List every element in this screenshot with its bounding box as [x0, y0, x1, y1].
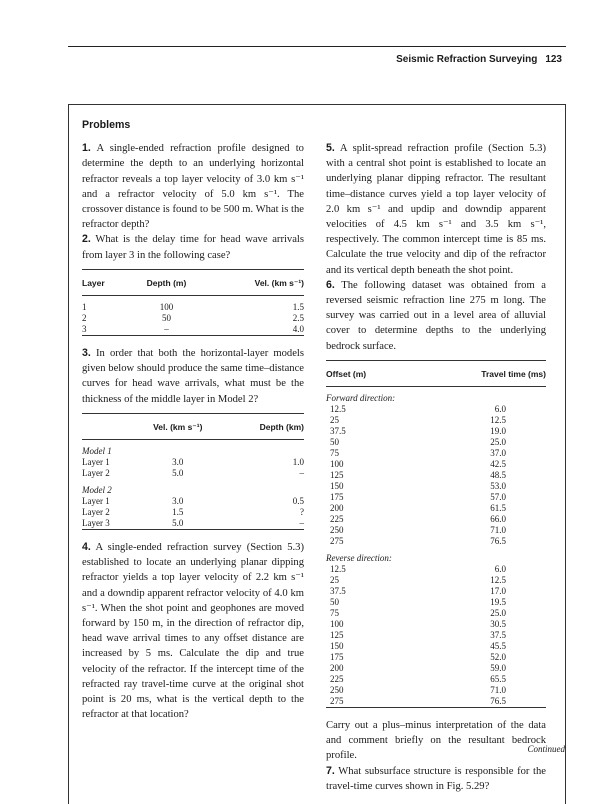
table-row: 12.5 6.0 [330, 404, 506, 415]
travel-time-table [326, 360, 546, 708]
table-row: 175 52.0 [330, 652, 506, 663]
problem-4 [82, 540, 304, 722]
table-row: 250 71.0 [330, 685, 506, 696]
table-row: 37.5 19.0 [330, 426, 506, 437]
table-row: 2 50 2.5 [82, 313, 304, 324]
layer-table-header: Depth (m) [127, 269, 206, 295]
forward-direction-label: Forward direction: [326, 393, 396, 404]
problem-5 [326, 141, 546, 278]
right-column [326, 141, 546, 794]
problem-7-number: 7. [326, 764, 335, 777]
problem-1 [82, 141, 304, 232]
table-row: Layer 1 3.0 1.0 [82, 457, 304, 468]
table-row: 150 53.0 [330, 481, 506, 492]
table-row: Layer 1 3.0 0.5 [82, 496, 304, 507]
table-row: 25 12.5 [330, 575, 506, 586]
problem-3 [82, 346, 304, 407]
header-rule [68, 46, 566, 47]
table-row: Layer 3 5.0 – [82, 518, 304, 529]
table-row: 75 37.0 [330, 448, 506, 459]
layer-table-header: Vel. (km s⁻¹) [206, 269, 304, 295]
travel-time-table-header: Travel time (ms) [410, 360, 546, 386]
table-row: 25 12.5 [330, 415, 506, 426]
table-row: 250 71.0 [330, 525, 506, 536]
table-row: 225 65.5 [330, 674, 506, 685]
problem-6-number: 6. [326, 278, 335, 291]
problem-2 [82, 232, 304, 262]
problem-7-text: What subsurface structure is responsible for the travel-time curves shown in Fig. 5.29? [326, 765, 546, 792]
table-row: 125 37.5 [330, 630, 506, 641]
table-row: 125 48.5 [330, 470, 506, 481]
problems-heading: Problems [82, 119, 131, 131]
problem-2-text: What is the delay time for head wave arrivals from layer 3 in the following case? [82, 234, 304, 261]
table-row: 100 42.5 [330, 459, 506, 470]
table-row: 275 76.5 [330, 536, 506, 547]
left-column [82, 118, 304, 722]
reverse-direction-label: Reverse direction: [326, 553, 392, 564]
problem-3-number: 3. [82, 347, 91, 360]
table-row: 50 19.5 [330, 597, 506, 608]
table-row: 1 100 1.5 [82, 302, 304, 313]
continued-label: Continued [527, 744, 565, 754]
table-row: 37.5 17.0 [330, 586, 506, 597]
table-row: 200 61.5 [330, 503, 506, 514]
page-number: 123 [545, 54, 562, 65]
problem-5-text: A split-spread refraction profile (Section 5.3) with a central shot point is established to locate an underlying planar dipping refractor. The resultant time–distance curves yield a top layer velocity of 2.0 km s⁻¹ and updip and downdip apparent velocities of 4.5 km s⁻¹ and 3.5 km s⁻¹, respectively. The common intercept time is 85 ms. Calculate the true velocity and dip of the refractor and its vertical depth beneath the shot point. [326, 143, 546, 276]
problem-6 [326, 278, 546, 354]
problem-4-text: A single-ended refraction survey (Section 5.3) established to locate an underlying planar dipping refractor yields a top layer velocity of 2.2 km s⁻¹ and a downdip apparent refractor velocity of 4.0 km s⁻¹. When the shot point and geophones are moved forward by 150 m, in the direction of refractor dip, head wave arrival times to any offset distance are increased by 5 ms. Calculate the dip and true velocity of the refractor. If the intercept time of the refracted ray travel-time curve at the original shot point is 20 ms, what is the vertical depth to the refractor at that location? [82, 542, 304, 721]
table-row: 150 45.5 [330, 641, 506, 652]
table-row: Layer 2 1.5 ? [82, 507, 304, 518]
table-row: 50 25.0 [330, 437, 506, 448]
problem-5-number: 5. [326, 142, 335, 154]
table-row: 12.5 6.0 [330, 564, 506, 575]
model-1-label: Model 1 [82, 446, 112, 457]
model-table-header: Vel. (km s⁻¹) [133, 413, 223, 439]
travel-time-table-header: Offset (m) [326, 360, 410, 386]
problem-7 [326, 764, 546, 794]
running-header [68, 54, 562, 65]
problem-1-text: A single-ended refraction profile designed to determine the depth to an underlying horizontal refractor reveals a top layer velocity of 3.0 km s⁻¹ and a refractor velocity of 5.0 km s⁻¹. The crossover distance is found to be 500 m. What is the refractor depth? [82, 143, 304, 231]
layer-table [82, 269, 304, 336]
model-table-header [82, 413, 133, 439]
table-row: 200 59.0 [330, 663, 506, 674]
running-header-title: Seismic Refraction Surveying [396, 54, 538, 65]
table-row: 100 30.5 [330, 619, 506, 630]
problem-1-number: 1. [82, 142, 91, 155]
problem-6-continued: Carry out a plus–minus interpretation of the data and comment briefly on the resultant bedrock profile. [326, 720, 546, 762]
problem-3-text: In order that both the horizontal-layer models given below should produce the same time–distance curves for head wave arrivals, what must be the thickness of the middle layer in Model 2? [82, 348, 304, 405]
model-table [82, 413, 304, 530]
table-row: 225 66.0 [330, 514, 506, 525]
table-row: 175 57.0 [330, 492, 506, 503]
layer-table-header: Layer [82, 269, 127, 295]
table-row: 75 25.0 [330, 608, 506, 619]
table-row: 275 76.5 [326, 696, 546, 708]
table-row: 3 – 4.0 [82, 324, 304, 335]
problem-6-text: The following dataset was obtained from a reversed seismic refraction line 275 m long. The survey was carried out in a level area of alluvial cover to determine depths to the underlying bedrock surface. [326, 279, 546, 352]
model-table-header: Depth (km) [223, 413, 304, 439]
problem-4-number: 4. [82, 541, 91, 554]
table-row: Layer 2 5.0 – [82, 468, 304, 479]
problem-2-number: 2. [82, 233, 91, 246]
model-2-label: Model 2 [82, 485, 112, 496]
